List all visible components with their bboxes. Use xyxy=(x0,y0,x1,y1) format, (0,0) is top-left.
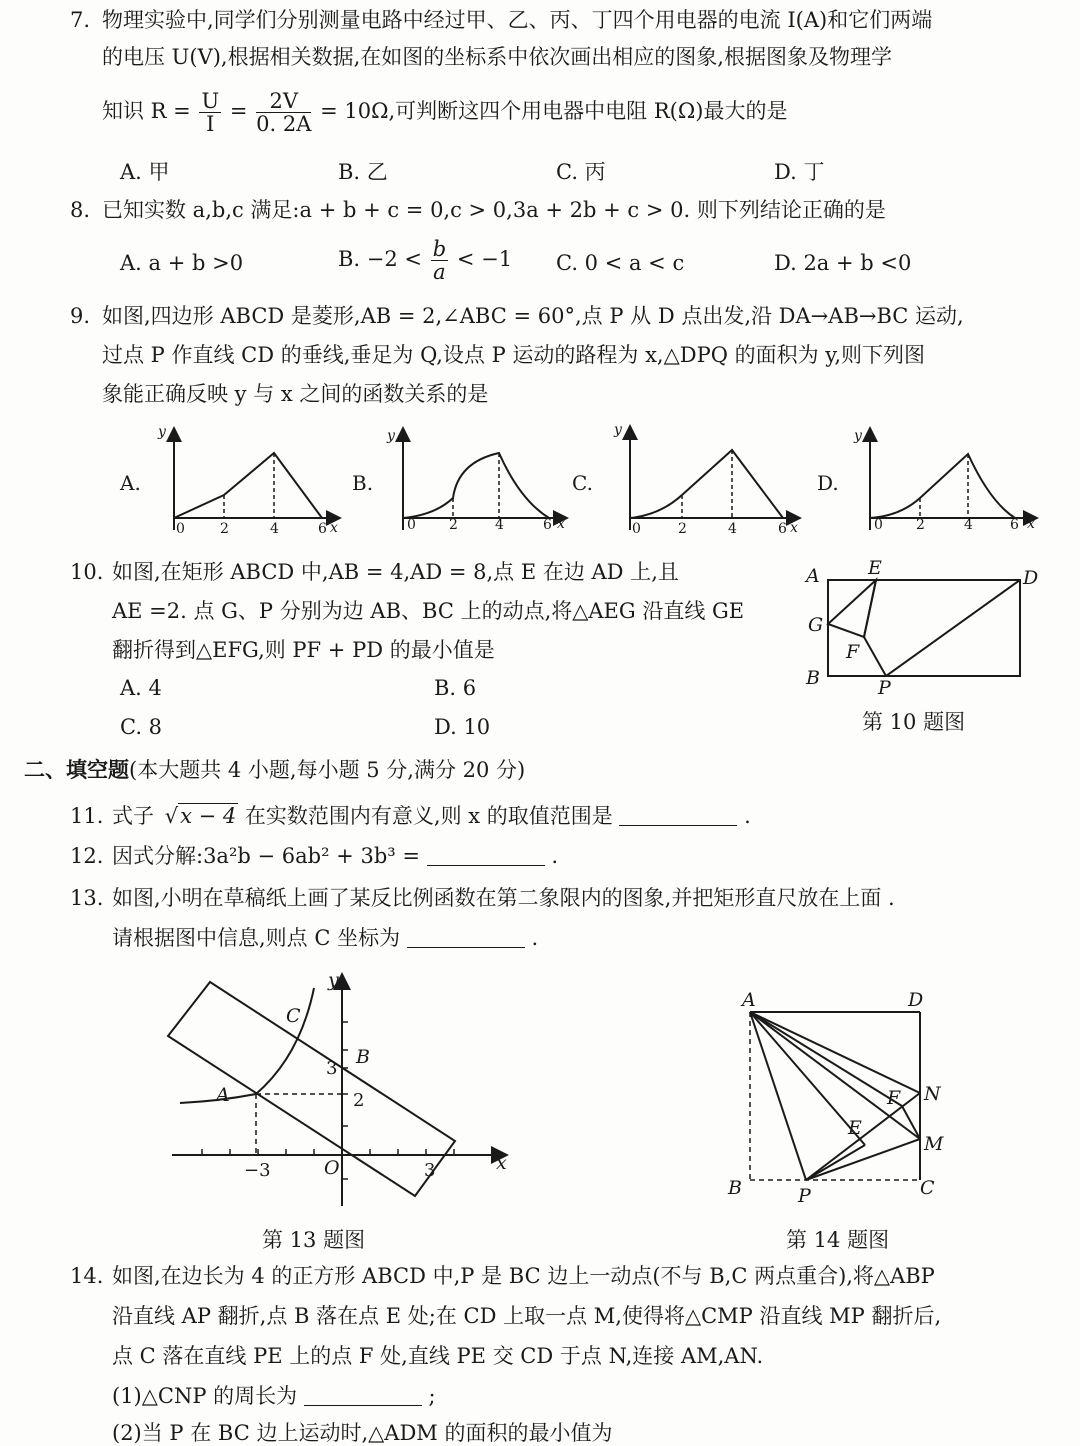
q13-tick-minus3: −3 xyxy=(244,1160,271,1181)
q7-eq: = xyxy=(229,99,248,124)
q9-c-tick-2: 2 xyxy=(678,521,687,537)
q13-caption: 第 13 题图 xyxy=(262,1228,366,1252)
q10-label-b: B xyxy=(806,667,820,689)
q8-option-a: A. a + b >0 xyxy=(120,251,244,275)
q12-end: . xyxy=(551,844,559,868)
q9-d-tick-2: 2 xyxy=(916,517,925,533)
q13-label-x: x xyxy=(496,1152,507,1174)
q13-tick-3x: 3 xyxy=(424,1160,436,1181)
q11-text xyxy=(112,804,751,829)
q11-number: 11. xyxy=(70,804,104,828)
q7-option-b: B. 乙 xyxy=(338,160,388,184)
q9-b-x-label: x xyxy=(557,516,565,532)
q7-line-3-pre: 知识 R = xyxy=(102,99,191,124)
q9-d-tick-4: 4 xyxy=(964,517,973,533)
q9-line-2: 过点 P 作直线 CD 的垂线,垂足为 Q,设点 P 运动的路程为 x,△DPQ 的面积为 y,则下列图 xyxy=(102,343,926,367)
section-2-note: (本大题共 4 小题,每小题 5 分,满分 20 分) xyxy=(129,758,526,782)
q8-fraction-b-over-a xyxy=(431,238,448,283)
q8-frac-num: b xyxy=(432,237,447,261)
q14-label-b: B xyxy=(728,1177,742,1199)
q9-b-tick-0: 0 xyxy=(407,517,416,533)
q9-d-tick-6: 6 xyxy=(1010,517,1019,533)
q14-sub-2: (2)当 P 在 BC 边上运动时,△ADM 的面积的最小值为 xyxy=(112,1421,613,1445)
q14-caption: 第 14 题图 xyxy=(786,1228,890,1252)
q13-end: . xyxy=(531,926,539,950)
q7-line-3-post: = 10Ω,可判断这四个用电器中电阻 R(Ω)最大的是 xyxy=(320,99,788,124)
q10-label-g: G xyxy=(808,614,824,636)
q14-number: 14. xyxy=(70,1264,104,1288)
q10-label-d: D xyxy=(1023,567,1039,589)
q9-label-d: D. xyxy=(817,471,839,495)
q7-fraction-values xyxy=(256,90,311,135)
q8-text: 已知实数 a,b,c 满足:a + b + c = 0,c > 0,3a + 2b + c > 0. 则下列结论正确的是 xyxy=(102,198,886,222)
q10-label-p: P xyxy=(878,677,891,696)
q14-sub-1-blank[interactable] xyxy=(304,1385,422,1406)
q13-label-b: B xyxy=(356,1046,370,1068)
q9-graph-options xyxy=(110,420,1050,545)
q7-frac2-num: 2V xyxy=(256,90,311,113)
q9-d-x-label: x xyxy=(1027,516,1035,532)
q9-c-tick-0: 0 xyxy=(632,521,641,537)
q7-line-1: 物理实验中,同学们分别测量电路中经过甲、乙、丙、丁四个用电器的电流 I(A)和它们两端 xyxy=(102,8,933,32)
q9-a-tick-4: 4 xyxy=(270,521,279,537)
q14-line-3: 点 C 落在直线 PE 上的点 F 处,直线 PE 交 CD 于点 N,连接 AM,AN. xyxy=(112,1344,764,1368)
q7-option-a: A. 甲 xyxy=(120,160,170,184)
q7-fraction-u-over-i xyxy=(199,90,221,135)
q14-sub-1-row xyxy=(112,1384,436,1409)
q13-label-a: A xyxy=(216,1084,230,1106)
q14-line-1: 如图,在边长为 4 的正方形 ABCD 中,P 是 BC 边上一动点(不与 B,C 两点重合),将△ABP xyxy=(112,1264,935,1288)
q14-figure xyxy=(720,984,960,1208)
q9-a-tick-0: 0 xyxy=(176,521,185,537)
q9-a-tick-6: 6 xyxy=(318,521,327,537)
q10-label-a: A xyxy=(806,565,820,587)
q9-line-1: 如图,四边形 ABCD 是菱形,AB = 2,∠ABC = 60°,点 P 从 D 点出发,沿 DA→AB→BC 运动, xyxy=(102,304,964,328)
q10-label-e: E xyxy=(868,557,882,579)
q9-c-tick-6: 6 xyxy=(778,521,787,537)
q9-line-3: 象能正确反映 y 与 x 之间的函数关系的是 xyxy=(102,382,489,406)
q13-label-y: y xyxy=(328,969,339,991)
q9-d-y-label: y xyxy=(854,428,862,444)
q7-option-c: C. 丙 xyxy=(556,160,606,184)
q9-a-x-label: x xyxy=(330,520,338,536)
q11-pre: 式子 xyxy=(112,804,154,828)
q13-tick-2: 2 xyxy=(353,1090,365,1111)
q9-b-tick-6: 6 xyxy=(543,517,552,533)
q9-c-x-label: x xyxy=(790,520,798,536)
q13-label-o: O xyxy=(324,1157,340,1179)
q9-c-y-label: y xyxy=(614,422,622,438)
q13-label-c: C xyxy=(286,1005,301,1027)
q14-label-a: A xyxy=(742,989,756,1011)
section-2-header xyxy=(24,758,525,783)
q13-answer-blank[interactable] xyxy=(407,927,525,948)
q10-caption: 第 10 题图 xyxy=(862,710,966,734)
q10-option-c: C. 8 xyxy=(120,715,163,739)
q14-label-p: P xyxy=(798,1185,811,1207)
q14-label-f: F xyxy=(887,1087,901,1109)
q10-number: 10. xyxy=(70,560,104,584)
q10-option-a: A. 4 xyxy=(120,676,162,700)
q9-d-tick-0: 0 xyxy=(874,517,883,533)
q9-a-tick-2: 2 xyxy=(220,521,229,537)
q7-line-2: 的电压 U(V),根据相关数据,在如图的坐标系中依次画出相应的图象,根据图象及物理学 xyxy=(102,45,892,69)
q10-figure xyxy=(800,556,1050,696)
q8-option-b xyxy=(338,238,512,283)
q11-answer-blank[interactable] xyxy=(619,805,737,826)
q14-label-n: N xyxy=(924,1083,941,1105)
q8-option-b-post: < −1 xyxy=(456,247,513,272)
q9-graph-c xyxy=(630,428,798,530)
q11-sqrt: √x − 4 xyxy=(164,804,237,828)
q11-radicand: x − 4 xyxy=(180,804,237,828)
q9-graph-b-curve xyxy=(403,453,549,518)
q8-option-b-pre: B. −2 < xyxy=(338,247,423,272)
q10-line-1: 如图,在矩形 ABCD 中,AB = 4,AD = 8,点 E 在边 AD 上,且 xyxy=(112,560,679,584)
q13-line-1: 如图,小明在草稿纸上画了某反比例函数在第二象限内的图象,并把矩形直尺放在上面 . xyxy=(112,886,895,910)
q14-line-2: 沿直线 AP 翻折,点 B 落在点 E 处;在 CD 上取一点 M,使得将△CMP 沿直线 MP 翻折后, xyxy=(112,1304,942,1328)
q13-number: 13. xyxy=(70,886,104,910)
q14-label-m: M xyxy=(924,1133,944,1155)
q12-number: 12. xyxy=(70,844,104,868)
q10-line-3: 翻折得到△EFG,则 PF + PD 的最小值是 xyxy=(112,638,495,662)
q9-graph-a xyxy=(174,430,338,530)
q9-b-tick-4: 4 xyxy=(495,517,504,533)
q13-figure xyxy=(150,966,520,1211)
q7-option-d: D. 丁 xyxy=(774,160,825,184)
q9-graph-d-curve xyxy=(870,454,1015,518)
q9-b-y-label: y xyxy=(387,428,395,444)
q14-sub-1-end: ; xyxy=(428,1384,436,1408)
q9-graph-b xyxy=(403,430,565,530)
q9-label-a: A. xyxy=(120,471,141,495)
q10-triangle xyxy=(828,580,876,637)
q8-option-c: C. 0 < a < c xyxy=(556,251,685,275)
q9-label-c: C. xyxy=(572,471,593,495)
q8-frac-den: a xyxy=(433,260,446,285)
q12-answer-blank[interactable] xyxy=(427,845,545,866)
q7-number: 7. xyxy=(70,8,91,32)
q12-pre: 因式分解:3a²b − 6ab² + 3b³ = xyxy=(112,844,420,868)
q9-graph-a-curve xyxy=(174,453,322,518)
q9-c-tick-4: 4 xyxy=(728,521,737,537)
q9-graph-d xyxy=(870,430,1035,530)
q13-line-2: 请根据图中信息,则点 C 坐标为 xyxy=(112,926,401,950)
q7-line-3 xyxy=(102,90,787,135)
q10-label-f: F xyxy=(846,641,860,663)
q10-line-2: AE =2. 点 G、P 分别为边 AB、BC 上的动点,将△AEG 沿直线 GE xyxy=(112,599,745,623)
q10-option-b: B. 6 xyxy=(434,676,477,700)
q9-a-y-label: y xyxy=(158,424,166,440)
q13-ruler xyxy=(168,982,455,1196)
q8-number: 8. xyxy=(70,198,91,222)
q7-frac2-den: 0. 2A xyxy=(256,112,312,137)
q8-option-d: D. 2a + b <0 xyxy=(774,251,912,275)
q7-frac1-den: I xyxy=(206,112,215,137)
q13-tick-3y: 3 xyxy=(326,1058,338,1079)
q10-option-d: D. 10 xyxy=(434,715,491,739)
q9-graph-c-curve xyxy=(630,450,783,518)
q14-label-d: D xyxy=(908,989,924,1011)
q13-line-2-row xyxy=(112,926,538,951)
q9-number: 9. xyxy=(70,304,91,328)
q11-post: 在实数范围内有意义,则 x 的取值范围是 xyxy=(244,804,613,828)
section-2-title: 二、填空题 xyxy=(24,758,129,782)
q14-label-e: E xyxy=(848,1117,862,1139)
q12-text xyxy=(112,844,558,869)
q9-label-b: B. xyxy=(352,471,374,495)
q11-end: . xyxy=(744,804,751,828)
q7-frac1-num: U xyxy=(201,89,220,113)
q9-b-tick-2: 2 xyxy=(449,517,458,533)
q14-label-c: C xyxy=(920,1177,935,1199)
q14-sub-1: (1)△CNP 的周长为 xyxy=(112,1384,298,1408)
